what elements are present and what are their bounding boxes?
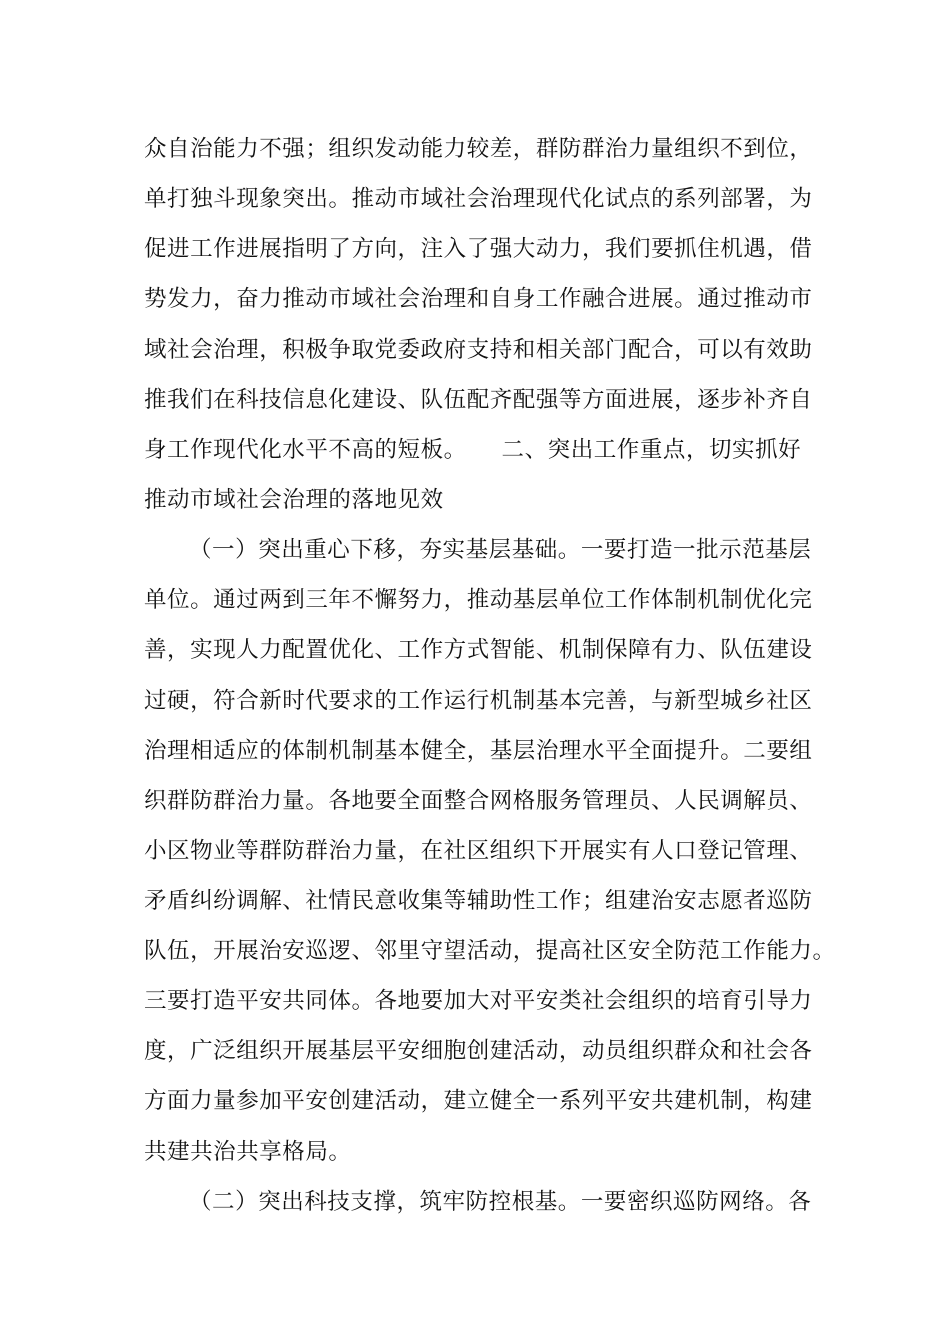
text-line-21: 共建共治共享格局。 — [144, 1139, 352, 1165]
text-line-5: 域社会治理，积极争取党委政府支持和相关部门配合，可以有效助 — [144, 337, 813, 363]
text-line-1: 众自治能力不强；组织发动能力较差，群防群治力量组织不到位， — [144, 136, 813, 162]
text-line-6: 推我们在科技信息化建设、队伍配齐配强等方面进展，逐步补齐自 — [144, 387, 813, 413]
text-line-2: 单打独斗现象突出。推动市域社会治理现代化试点的系列部署，为 — [144, 186, 813, 212]
text-line-19: 度，广泛组织开展基层平安细胞创建活动，动员组织群众和社会各 — [144, 1038, 813, 1064]
text-line-18: 三要打造平安共同体。各地要加大对平安类社会组织的培育引导力 — [144, 988, 813, 1014]
text-line-7: 身工作现代化水平不高的短板。 二、突出工作重点，切实抓好 — [144, 437, 802, 463]
text-line-14: 织群防群治力量。各地要全面整合网格服务管理员、人民调解员、 — [144, 788, 813, 814]
text-line-17: 队伍，开展治安巡逻、邻里守望活动，提高社区安全防范工作能力。 — [144, 938, 836, 964]
text-line-8: 推动市域社会治理的落地见效 — [144, 487, 444, 513]
text-line-3: 促进工作进展指明了方向，注入了强大动力，我们要抓住机遇，借 — [144, 236, 813, 262]
paragraph-2-first-line: （二）突出科技支撑，筑牢防控根基。一要密织巡防网络。各 — [189, 1189, 812, 1215]
text-line-10: 单位。通过两到三年不懈努力，推动基层单位工作体制机制优化完 — [144, 587, 813, 613]
text-line-15: 小区物业等群防群治力量，在社区组织下开展实有人口登记管理、 — [144, 838, 813, 864]
text-line-4: 势发力，奋力推动市域社会治理和自身工作融合进展。通过推动市 — [144, 286, 813, 312]
text-line-11: 善，实现人力配置优化、工作方式智能、机制保障有力、队伍建设 — [144, 637, 813, 663]
text-line-12: 过硬，符合新时代要求的工作运行机制基本完善，与新型城乡社区 — [144, 688, 813, 714]
text-line-13: 治理相适应的体制机制基本健全，基层治理水平全面提升。二要组 — [144, 738, 813, 764]
text-line-20: 方面力量参加平安创建活动，建立健全一系列平安共建机制，构建 — [144, 1088, 813, 1114]
paragraph-1-first-line: （一）突出重心下移，夯实基层基础。一要打造一批示范基层 — [189, 537, 812, 563]
text-line-16: 矛盾纠纷调解、社情民意收集等辅助性工作；组建治安志愿者巡防 — [144, 888, 813, 914]
